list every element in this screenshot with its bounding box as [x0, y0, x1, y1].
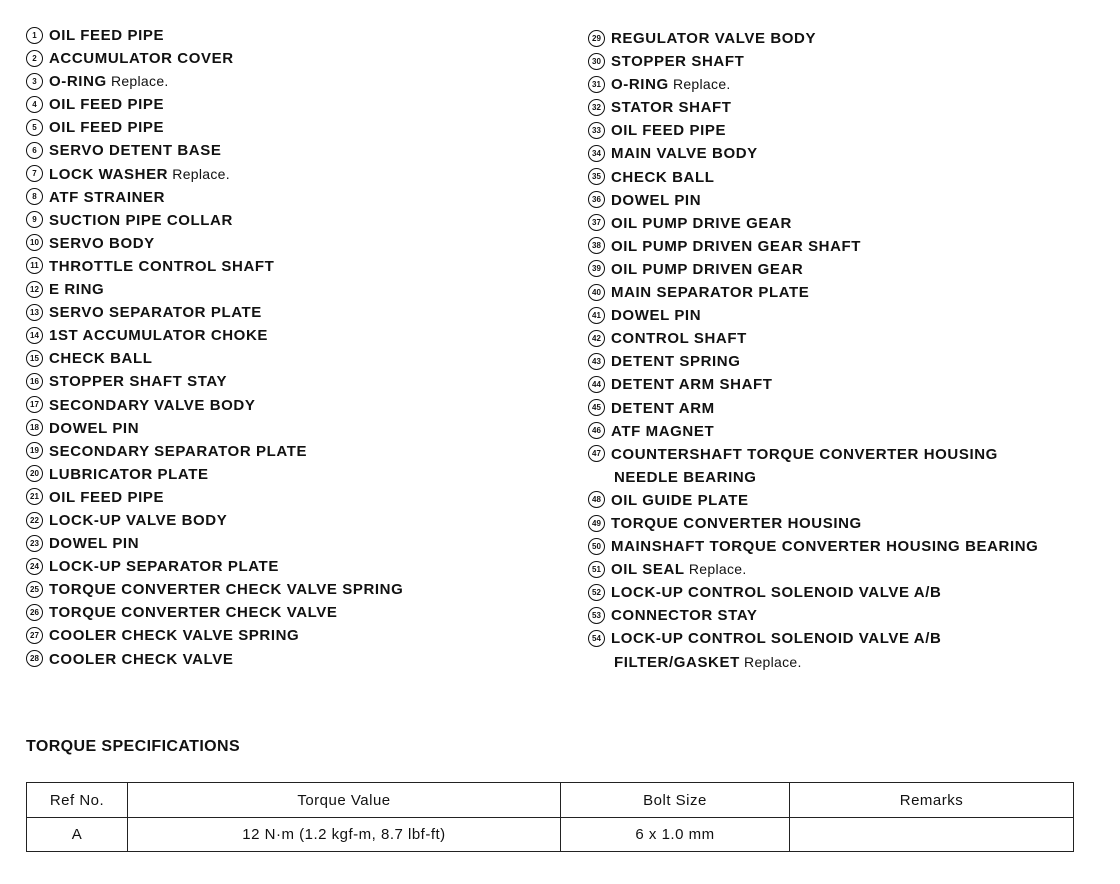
- list-item: [588, 189, 1038, 212]
- callout-number: 14: [26, 327, 43, 344]
- part-name: DOWEL PIN: [611, 307, 702, 325]
- list-item: [26, 370, 403, 393]
- callout-number: 22: [26, 512, 43, 529]
- part-name: CONTROL SHAFT: [611, 330, 747, 348]
- callout-number: 53: [588, 607, 605, 624]
- part-name: CHECK BALL: [49, 350, 153, 368]
- callout-number: 29: [588, 30, 605, 47]
- part-name: 1ST ACCUMULATOR CHOKE: [49, 327, 268, 345]
- callout-number: 10: [26, 234, 43, 251]
- list-item: [588, 50, 1038, 73]
- callout-number: 21: [26, 488, 43, 505]
- list-item: [588, 420, 1038, 443]
- callout-number: 45: [588, 399, 605, 416]
- list-item: [26, 578, 403, 601]
- callout-number: 42: [588, 330, 605, 347]
- list-item: [588, 512, 1038, 535]
- callout-number: 31: [588, 76, 605, 93]
- part-name: REGULATOR VALVE BODY: [611, 30, 817, 47]
- callout-number: 9: [26, 211, 43, 228]
- part-name: SERVO BODY: [49, 234, 155, 252]
- list-item: [588, 558, 1038, 581]
- part-name: ATF STRAINER: [49, 188, 166, 206]
- part-name: CONNECTOR STAY: [611, 607, 758, 625]
- callout-number: 46: [588, 422, 605, 439]
- callout-number: 32: [588, 99, 605, 116]
- list-item: [588, 489, 1038, 512]
- list-item: [26, 624, 403, 647]
- part-name: COOLER CHECK VALVE SPRING: [49, 627, 300, 645]
- list-item: [26, 209, 403, 232]
- list-item: [588, 281, 1038, 304]
- callout-number: 39: [588, 260, 605, 277]
- part-name: MAIN VALVE BODY: [611, 145, 758, 163]
- part-note: Replace.: [744, 653, 802, 670]
- list-item: [588, 96, 1038, 119]
- part-name: ACCUMULATOR COVER: [49, 50, 234, 68]
- part-name: OIL GUIDE PLATE: [611, 491, 749, 509]
- callout-number: 38: [588, 237, 605, 254]
- part-note: Replace.: [110, 73, 169, 90]
- part-name: SECONDARY SEPARATOR PLATE: [49, 442, 308, 460]
- list-item: [588, 304, 1038, 327]
- part-name: NEEDLE BEARING: [614, 468, 757, 486]
- callout-number: 17: [26, 396, 43, 413]
- parts-list-right: [588, 27, 1038, 674]
- callout-number: 27: [26, 627, 43, 644]
- list-item: [26, 509, 403, 532]
- torque-specifications-table: [26, 782, 1074, 852]
- callout-number: 19: [26, 442, 43, 459]
- part-name: TORQUE CONVERTER CHECK VALVE SPRING: [49, 581, 404, 599]
- part-name: DOWEL PIN: [49, 419, 140, 437]
- callout-number: 28: [26, 650, 43, 667]
- list-item: [26, 394, 403, 417]
- part-name: CHECK BALL: [611, 168, 715, 186]
- part-name: OIL PUMP DRIVEN GEAR SHAFT: [611, 237, 862, 255]
- callout-number: 6: [26, 142, 43, 159]
- callout-number: 36: [588, 191, 605, 208]
- cell-bolt-size: 6 x 1.0 mm: [561, 818, 790, 852]
- list-item: [588, 466, 1038, 489]
- part-name: E RING: [49, 281, 105, 299]
- list-item: [26, 255, 403, 278]
- callout-number: 18: [26, 419, 43, 436]
- header-ref-no: Ref No.: [27, 783, 128, 818]
- callout-number: 37: [588, 214, 605, 231]
- list-item: [588, 627, 1038, 650]
- list-item: [26, 139, 403, 162]
- part-name: TORQUE CONVERTER CHECK VALVE: [49, 604, 338, 622]
- callout-number: 40: [588, 284, 605, 301]
- part-name: COUNTERSHAFT TORQUE CONVERTER HOUSING: [611, 445, 998, 463]
- list-item: [588, 535, 1038, 558]
- callout-number: 41: [588, 307, 605, 324]
- callout-number: 12: [26, 281, 43, 298]
- callout-number: 35: [588, 168, 605, 185]
- part-name: SERVO DETENT BASE: [49, 142, 222, 160]
- part-note: Replace.: [672, 76, 731, 93]
- part-name: FILTER/GASKET: [614, 653, 740, 671]
- header-remarks: Remarks: [790, 783, 1074, 818]
- part-name: STOPPER SHAFT STAY: [49, 373, 228, 391]
- list-item: [26, 47, 403, 70]
- part-name: ATF MAGNET: [611, 422, 715, 440]
- part-name: OIL FEED PIPE: [49, 119, 165, 137]
- callout-number: 20: [26, 465, 43, 482]
- part-name: THROTTLE CONTROL SHAFT: [49, 257, 275, 275]
- header-torque-value: Torque Value: [128, 783, 561, 818]
- list-item: [588, 327, 1038, 350]
- callout-number: 34: [588, 145, 605, 162]
- part-name: OIL PUMP DRIVE GEAR: [611, 214, 792, 232]
- list-item: [26, 555, 403, 578]
- list-item: [26, 93, 403, 116]
- callout-number: 11: [26, 257, 43, 274]
- list-item: [588, 373, 1038, 396]
- list-item: [26, 440, 403, 463]
- torque-specifications-title: TORQUE SPECIFICATIONS: [26, 738, 241, 755]
- part-name: OIL SEAL: [611, 561, 685, 579]
- list-item: [26, 70, 403, 93]
- list-item: [588, 142, 1038, 165]
- part-name: O-RING: [611, 76, 669, 94]
- list-item: [26, 163, 403, 186]
- callout-number: 1: [26, 27, 43, 44]
- part-name: DOWEL PIN: [49, 535, 140, 553]
- table-header-row: [27, 783, 1074, 818]
- callout-number: 49: [588, 515, 605, 532]
- list-item: [26, 301, 403, 324]
- part-name: MAIN SEPARATOR PLATE: [611, 284, 810, 302]
- callout-number: 33: [588, 122, 605, 139]
- callout-number: 44: [588, 376, 605, 393]
- list-item: [588, 350, 1038, 373]
- part-name: DETENT ARM: [611, 399, 715, 417]
- part-name: STATOR SHAFT: [611, 99, 732, 117]
- callout-number: 43: [588, 353, 605, 370]
- callout-number: 48: [588, 491, 605, 508]
- part-name: SUCTION PIPE COLLAR: [49, 211, 233, 229]
- part-name: TORQUE CONVERTER HOUSING: [611, 514, 862, 532]
- callout-number: 25: [26, 581, 43, 598]
- part-name: LOCK-UP CONTROL SOLENOID VALVE A/B: [611, 584, 942, 602]
- callout-number: 24: [26, 558, 43, 575]
- callout-number: 26: [26, 604, 43, 621]
- callout-number: 51: [588, 561, 605, 578]
- cell-ref-no: A: [27, 818, 128, 852]
- part-name: LOCK-UP SEPARATOR PLATE: [49, 558, 279, 576]
- list-item: [588, 443, 1038, 466]
- list-item: [26, 532, 403, 555]
- part-name: OIL FEED PIPE: [49, 96, 165, 114]
- part-name: DETENT SPRING: [611, 353, 741, 371]
- part-name: O-RING: [49, 73, 107, 91]
- callout-number: 23: [26, 535, 43, 552]
- list-item: [588, 27, 1038, 50]
- list-item: [26, 463, 403, 486]
- part-name: STOPPER SHAFT: [611, 53, 745, 71]
- part-name: LUBRICATOR PLATE: [49, 465, 209, 483]
- callout-number: 2: [26, 50, 43, 67]
- callout-number: 7: [26, 165, 43, 182]
- part-name: DETENT ARM SHAFT: [611, 376, 773, 394]
- list-item: [588, 258, 1038, 281]
- part-name: MAINSHAFT TORQUE CONVERTER HOUSING BEARING: [611, 538, 1039, 556]
- part-name: OIL PUMP DRIVEN GEAR: [611, 260, 804, 278]
- list-item: [588, 581, 1038, 604]
- callout-number: 13: [26, 304, 43, 321]
- list-item: [26, 232, 403, 255]
- list-item: [588, 166, 1038, 189]
- list-item: [26, 347, 403, 370]
- list-item: [26, 278, 403, 301]
- callout-number: 50: [588, 538, 605, 555]
- list-item: [26, 417, 403, 440]
- list-item: [26, 601, 403, 624]
- part-name: LOCK WASHER: [49, 165, 169, 183]
- list-item: [26, 116, 403, 139]
- list-item: [26, 648, 403, 671]
- cell-remarks: [790, 818, 1074, 852]
- callout-number: 15: [26, 350, 43, 367]
- callout-number: 4: [26, 96, 43, 113]
- list-item: [588, 73, 1038, 96]
- list-item: [588, 119, 1038, 142]
- callout-number: 5: [26, 119, 43, 136]
- header-bolt-size: Bolt Size: [561, 783, 790, 818]
- part-name: OIL FEED PIPE: [49, 488, 165, 506]
- callout-number: 16: [26, 373, 43, 390]
- callout-number: 30: [588, 53, 605, 70]
- list-item: [588, 604, 1038, 627]
- table-row: [27, 818, 1074, 852]
- part-note: Replace.: [688, 561, 747, 578]
- part-name: LOCK-UP VALVE BODY: [49, 511, 228, 529]
- parts-list-left: [26, 24, 403, 671]
- callout-number: 47: [588, 445, 605, 462]
- list-item: [26, 24, 403, 47]
- part-name: COOLER CHECK VALVE: [49, 650, 234, 668]
- part-name: OIL FEED PIPE: [49, 27, 165, 44]
- callout-number: 3: [26, 73, 43, 90]
- cell-torque-value: 12 N·m (1.2 kgf-m, 8.7 lbf-ft): [128, 818, 561, 852]
- list-item: [26, 324, 403, 347]
- part-name: LOCK-UP CONTROL SOLENOID VALVE A/B: [611, 630, 942, 648]
- list-item: [588, 651, 1038, 674]
- list-item: [26, 486, 403, 509]
- list-item: [588, 212, 1038, 235]
- list-item: [588, 397, 1038, 420]
- callout-number: 52: [588, 584, 605, 601]
- part-name: SERVO SEPARATOR PLATE: [49, 304, 262, 322]
- part-name: OIL FEED PIPE: [611, 122, 727, 140]
- list-item: [588, 235, 1038, 258]
- list-item: [26, 186, 403, 209]
- part-name: DOWEL PIN: [611, 191, 702, 209]
- callout-number: 54: [588, 630, 605, 647]
- part-note: Replace.: [172, 165, 230, 182]
- part-name: SECONDARY VALVE BODY: [49, 396, 256, 414]
- callout-number: 8: [26, 188, 43, 205]
